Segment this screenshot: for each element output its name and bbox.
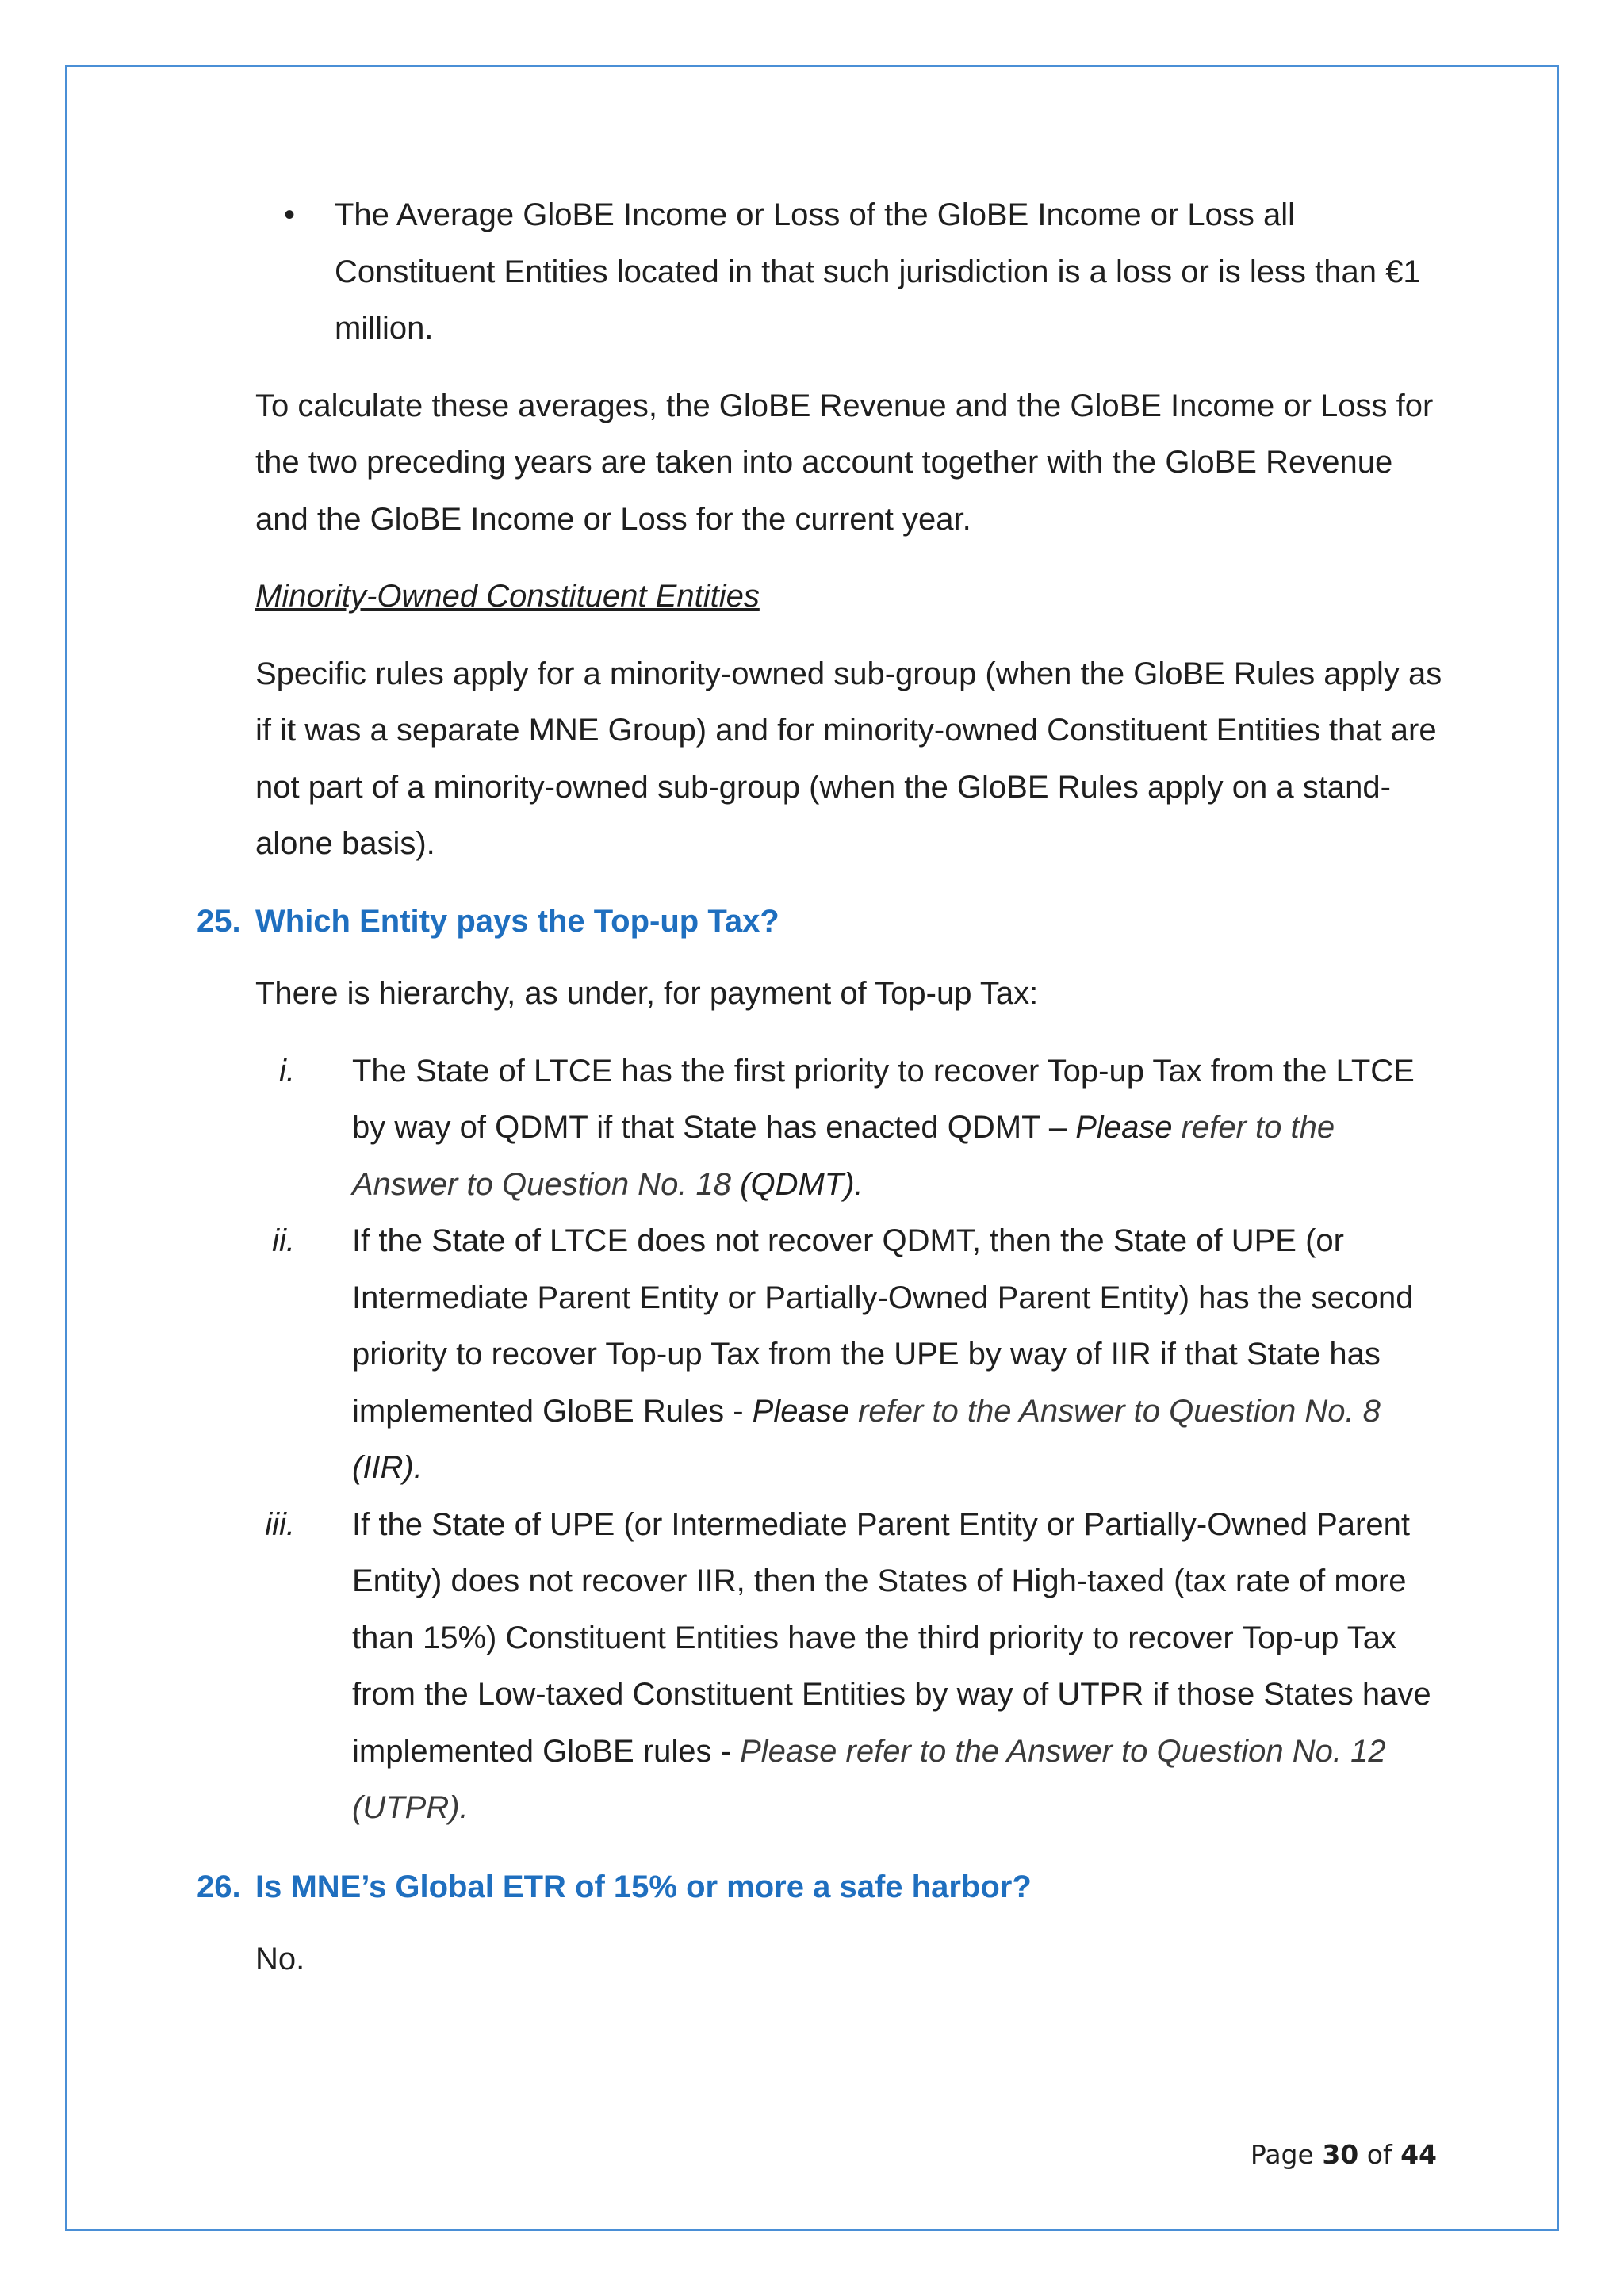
priority-numeral: iii. — [265, 1506, 295, 1542]
question-26-title: Is MNE’s Global ETR of 15% or more a safe harbor? — [255, 1869, 1032, 1904]
priority-text: If the State of LTCE does not recover QDMT, then the State of UPE (or Intermediate Parent Entity or Partially-Owned Parent Entity) has the second priority to recover Top-up Tax from the UPE by way of IIR if that State has implemented GloBE Rules - — [352, 1223, 1414, 1429]
priority-numeral: ii. — [272, 1223, 295, 1258]
page-label: Page — [1250, 2139, 1314, 2170]
paragraph-averages: To calculate these averages, the GloBE Revenue and the GloBE Income or Loss for the two preceding years are taken into account together with the GloBE Revenue and the GloBE Income or Loss for the current year. — [255, 388, 1434, 537]
question-25-number: 25. — [197, 903, 241, 939]
page-of: of — [1366, 2139, 1392, 2170]
paragraph-minority: Specific rules apply for a minority-owned sub-group (when the GloBE Rules apply as if it was a separate MNE Group) and for minority-owned Constituent Entities that are not part of a minority-owned sub-group (when the GloBE Rules apply on a stand-alone basis). — [255, 656, 1442, 861]
page-content — [197, 187, 1445, 2009]
bullet-item — [255, 187, 1445, 358]
question-26-heading — [197, 1859, 1445, 1916]
priority-list — [255, 1043, 1445, 1837]
minority-heading: Minority-Owned Constituent Entities — [255, 579, 760, 614]
question-25-intro: There is hierarchy, as under, for payment of Top-up Tax: — [255, 976, 1039, 1011]
reference-lead: Please — [752, 1393, 849, 1429]
priority-numeral: i. — [279, 1053, 295, 1089]
priority-item — [255, 1213, 1445, 1497]
question-26-answer: No. — [255, 1942, 305, 1976]
priority-item — [255, 1043, 1445, 1214]
reference-text: refer to the Answer to Question No. 8 — [848, 1393, 1381, 1429]
reference-lead: Please — [1075, 1110, 1173, 1145]
question-25-title: Which Entity pays the Top-up Tax? — [255, 903, 779, 939]
reference-tail: (IIR). — [352, 1450, 423, 1485]
priority-text: The State of LTCE has the first priority to recover Top-up Tax from the LTCE by way of QDMT if that State has enacted QDMT – — [352, 1053, 1415, 1145]
page-footer — [1251, 2139, 1437, 2170]
page-current: 30 — [1322, 2139, 1359, 2170]
reference-text: Please refer to the Answer to Question No. 12 (UTPR). — [352, 1733, 1386, 1825]
question-25-heading — [197, 894, 1445, 951]
bullet-icon: • — [284, 197, 296, 232]
page-total: 44 — [1400, 2139, 1437, 2170]
question-26-number: 26. — [197, 1869, 241, 1904]
reference-tail: (QDMT). — [731, 1166, 864, 1202]
priority-text: If the State of UPE (or Intermediate Parent Entity or Partially-Owned Parent Entity) does not recover IIR, then the States of High-taxed (tax rate of more than 15%) Constituent Entities have the third priority to recover Top-up Tax from the Low-taxed Constituent Entities by way of UTPR if those States have implemented GloBE rules - — [352, 1506, 1431, 1769]
priority-item — [255, 1497, 1445, 1837]
bullet-text: The Average GloBE Income or Loss of the GloBE Income or Loss all Constituent Entities located in that such jurisdiction is a loss or is less than €1 million. — [335, 197, 1421, 346]
reference-text: refer to the Answer to Question No. 18 — [352, 1110, 1335, 1202]
